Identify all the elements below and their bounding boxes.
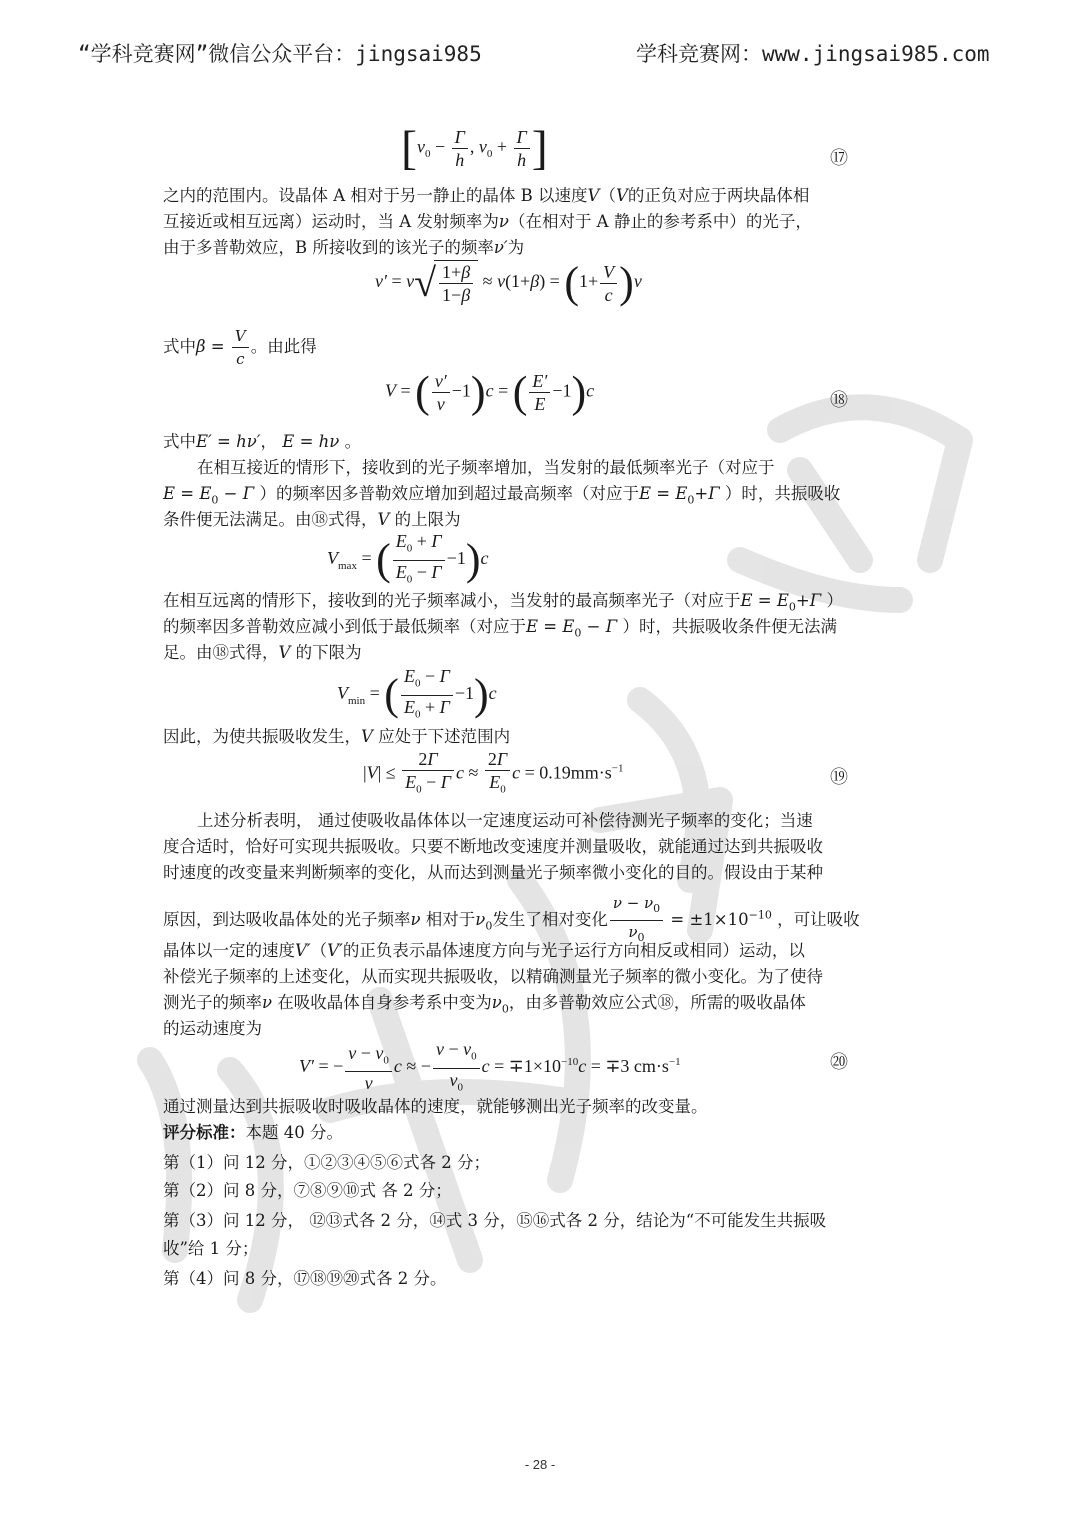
equation-18: V = ( $\frac{\nu'}{\nu}$ −1)c = ( $\frac{E'}{E}$ −1)c [385, 367, 595, 417]
paragraph-line: 原因，到达吸收晶体处的光子频率ν 相对于$\nu_0$发生了相对变化 $\frac{\nu - \nu_0}{\nu_0}$ = $\pm 1\times 10^{-10}$ ，可让吸收 [163, 894, 860, 944]
paragraph-line: 通过测量达到共振吸收时吸收晶体的速度，就能够测出光子频率的改变量。 [163, 1097, 708, 1116]
header-right-text: 学科竞赛网：www.jingsai985.com [636, 42, 990, 66]
paragraph-line: 的运动速度为 [163, 1019, 262, 1038]
paragraph-line: $E = E_0 - \Gamma$ ）的频率因多普勒效应增加到超过最高频率（对应于$E = E_0+\Gamma$ ）时，共振吸收 [163, 484, 841, 507]
equation-vmin: $V_{min}$ = ( $\frac{E_0 - \Gamma}{E_0 + \Gamma}$ −1)c [337, 666, 497, 721]
grading-title: 评分标准：本题 40 分。 [163, 1123, 343, 1142]
equation-vmax: $V_{max}$ = ( $\frac{E_0 + \Gamma}{E_0 - \Gamma}$ −1)c [327, 531, 489, 586]
paragraph-line: 之内的范围内。设晶体 A 相对于另一静止的晶体 B 以速度V（V的正负对应于两块晶体相 [163, 186, 810, 205]
paragraph-line: 测光子的频率ν 在吸收晶体自身参考系中变为$\nu_0$，由多普勒效应公式⑱，所需的吸收晶体 [163, 993, 806, 1016]
paragraph-line: 式中β = $\frac{V}{c}$ 。由此得 [163, 327, 317, 368]
paragraph-line: 在相互远离的情形下，接收到的光子频率减小，当发射的最高频率光子（对应于$E = E_0+\Gamma$ ） [163, 591, 843, 614]
paragraph-line: 上述分析表明， 通过使吸收晶体体以一定速度运动可补偿待测光子频率的变化；当速 [197, 811, 813, 830]
equation-20: V′ = − $\frac{\nu - \nu_0}{\nu}$ c ≈ − $\frac{\nu - \nu_0}{\nu_0}$ $c = \mp 1\times 10^{-10}c = \mp 3$ $cm\cdot s^{-1}$ [299, 1039, 681, 1094]
paragraph-line: 度合适时，恰好可实现共振吸收。只要不断地改变速度并测量吸收，就能通过达到共振吸收 [163, 837, 823, 856]
equation-number-20: ⑳ [830, 1052, 848, 1073]
page-number: - 28 - [524, 1457, 556, 1472]
grading-q1: 第（1）问 12 分，①②③④⑤⑥式各 2 分； [163, 1153, 490, 1172]
page-header [0, 38, 1080, 72]
grading-q2: 第（2）问 8 分，⑦⑧⑨⑩式 各 2 分； [163, 1181, 452, 1200]
grading-q4: 第（4）问 8 分，⑰⑱⑲⑳式各 2 分。 [163, 1269, 447, 1288]
paragraph-line: 补偿光子频率的上述变化，从而实现共振吸收，以精确测量光子频率的微小变化。为了使待 [163, 967, 823, 986]
paragraph-line: 时速度的改变量来判断频率的变化，从而达到测量光子频率微小变化的目的。假设由于某种 [163, 863, 823, 882]
equation-number-17: ⑰ [830, 148, 848, 169]
equation-doppler: ν′ = ν√ $\frac{1+\beta}{1-\beta}$ ≈ ν(1+β) = (1+ $\frac{V}{c}$ )ν [375, 258, 642, 307]
paragraph-line: 互接近或相互远离）运动时，当 A 发射频率为ν（在相对于 A 静止的参考系中）的光子， [163, 212, 812, 231]
paragraph-line: 的频率因多普勒效应减小到低于最低频率（对应于$E = E_0 - \Gamma$ ）时，共振吸收条件便无法满 [163, 617, 837, 640]
equation-number-19: ⑲ [830, 767, 848, 788]
paragraph-line: 式中E′ = hν′， E = hν 。 [163, 432, 362, 451]
paragraph-line: 由于多普勒效应，B 所接收到的该光子的频率ν′为 [163, 238, 525, 257]
paragraph-line: 条件便无法满足。由⑱式得，V 的上限为 [163, 510, 461, 529]
paragraph-line: 足。由⑱式得，V 的下限为 [163, 643, 362, 662]
paragraph-line: 因此，为使共振吸收发生，V 应处于下述范围内 [163, 727, 511, 746]
grading-q3: 第（3）问 12 分， ⑫⑬式各 2 分，⑭式 3 分，⑮⑯式各 2 分，结论为“不可能发生共振吸 [163, 1211, 827, 1230]
equation-19: |V| ≤ $\frac{2\Gamma}{E_0 - \Gamma}$ c ≈ $\frac{2\Gamma}{E_0}$ $c = 0.19mm\cdot s^{-1}$ [363, 749, 624, 796]
header-left-text: “学科竞赛网”微信公众平台：jingsai985 [78, 42, 482, 66]
equation-17: [$\nu_0$ − $\frac{\Gamma}{h}$ , $\nu_0$ + $\frac{\Gamma}{h}$ ] [401, 121, 548, 175]
equation-number-18: ⑱ [830, 390, 848, 411]
paragraph-line: 在相互接近的情形下，接收到的光子频率增加，当发射的最低频率光子（对应于 [197, 458, 775, 477]
grading-q3-cont: 收”给 1 分； [163, 1239, 259, 1258]
paragraph-line: 晶体以一定的速度V′（V′的正负表示晶体速度方向与光子运行方向相反或相同）运动，以 [163, 941, 805, 960]
